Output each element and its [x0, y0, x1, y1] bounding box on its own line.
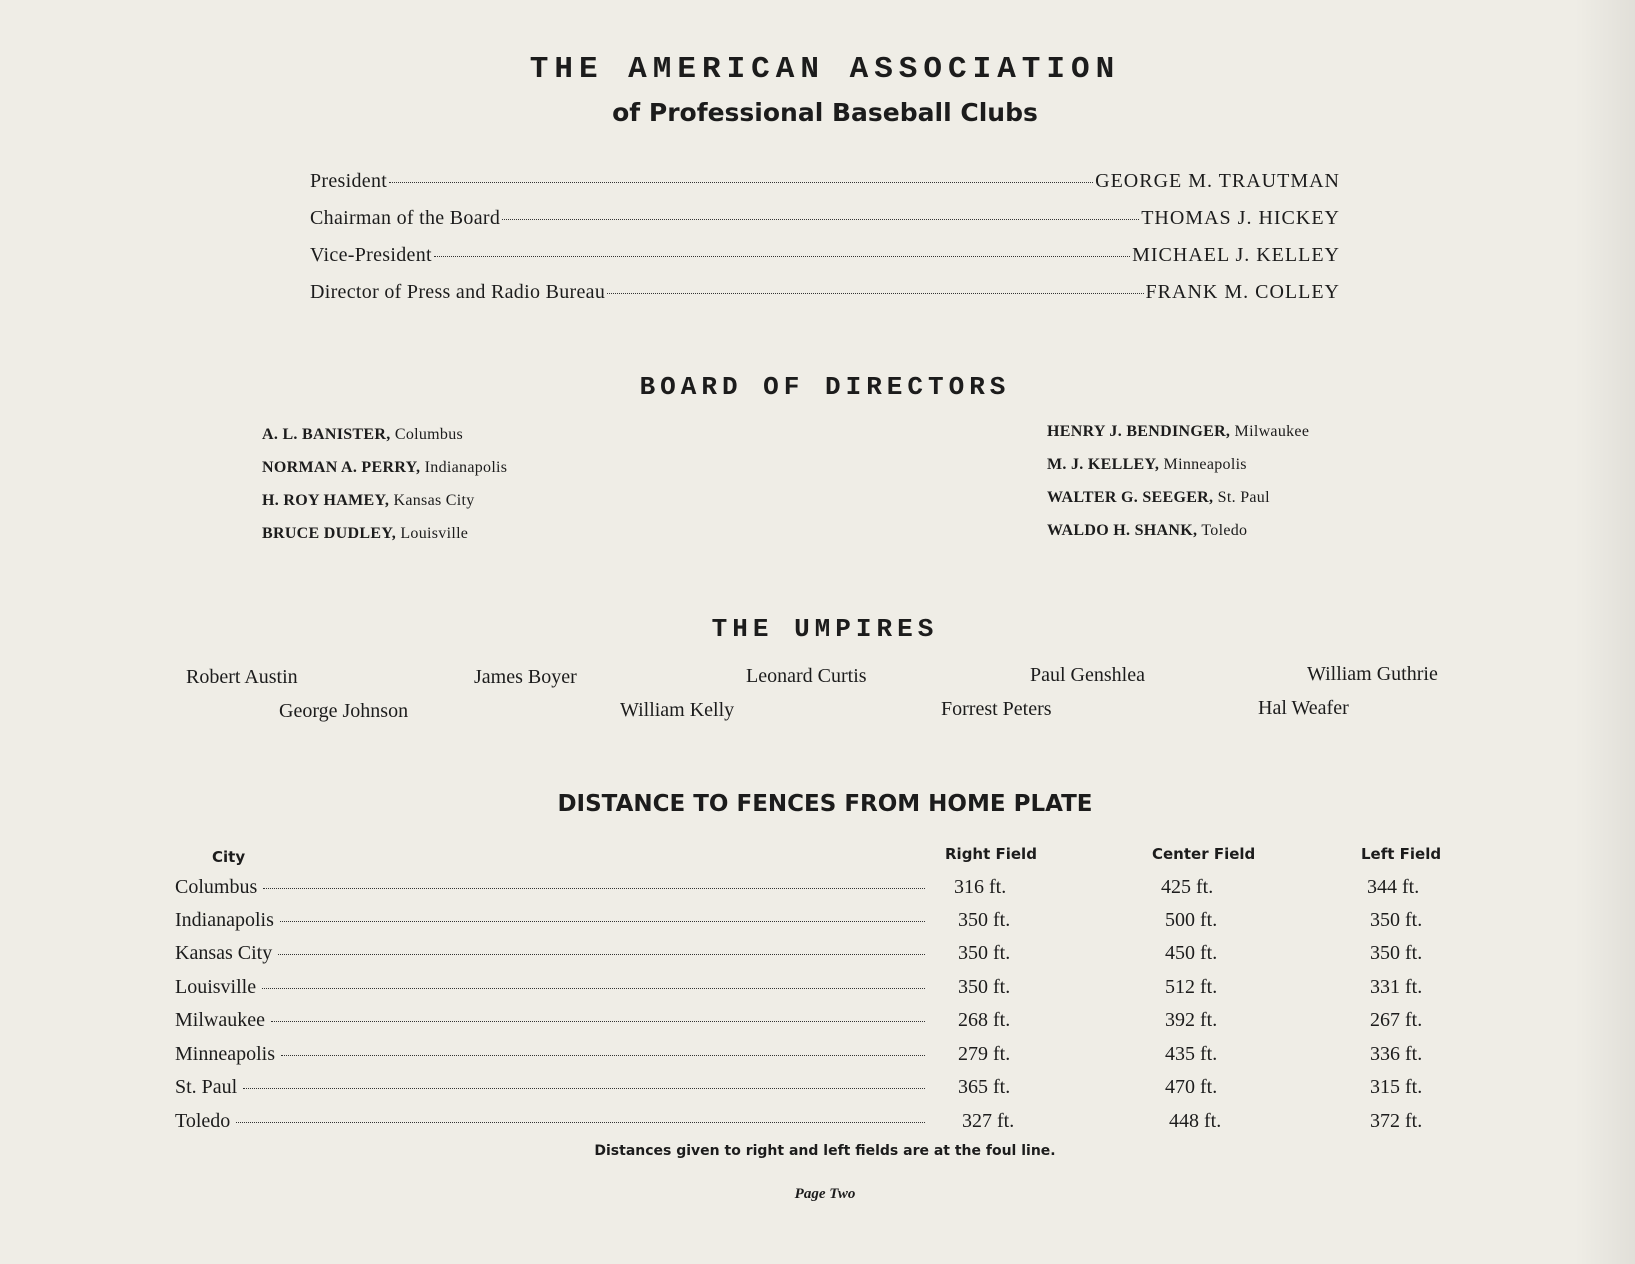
column-header-left-field: Left Field [1361, 845, 1442, 863]
director-name: NORMAN A. PERRY, [262, 459, 421, 476]
city-name: Kansas City [175, 942, 273, 964]
officer-name: MICHAEL J. KELLEY [1132, 244, 1340, 266]
director-entry [1047, 456, 1247, 474]
umpires-heading: THE UMPIRES [711, 614, 939, 644]
director-entry [262, 492, 475, 510]
dot-leader [434, 256, 1130, 257]
director-name: HENRY J. BENDINGER, [1047, 423, 1231, 440]
left-field-value: 344 ft. [1367, 876, 1420, 898]
left-field-value: 372 ft. [1370, 1110, 1423, 1132]
column-header-right-field: Right Field [945, 845, 1037, 863]
center-field-value: 512 ft. [1165, 976, 1218, 998]
city-cell [175, 1076, 925, 1099]
right-field-value: 350 ft. [958, 976, 1011, 998]
director-city: Minneapolis [1163, 456, 1247, 473]
city-cell [175, 942, 925, 965]
center-field-value: 470 ft. [1165, 1076, 1218, 1098]
umpire-name: Forrest Peters [941, 698, 1052, 720]
distance-row [175, 909, 1455, 935]
center-field-value: 392 ft. [1165, 1009, 1218, 1031]
officer-name: GEORGE M. TRAUTMAN [1095, 170, 1340, 192]
officer-row [310, 170, 1340, 193]
center-field-value: 448 ft. [1169, 1110, 1222, 1132]
director-entry [262, 426, 463, 444]
board-heading: BOARD OF DIRECTORS [639, 372, 1011, 402]
distance-row [175, 942, 1455, 968]
city-cell [175, 909, 925, 932]
city-name: Toledo [175, 1110, 231, 1132]
umpire-name: Paul Genshlea [1030, 664, 1145, 686]
city-name: Indianapolis [175, 909, 274, 931]
left-field-value: 336 ft. [1370, 1043, 1423, 1065]
city-cell [175, 876, 925, 899]
distances-heading: DISTANCE TO FENCES FROM HOME PLATE [557, 791, 1093, 817]
officer-role: President [310, 170, 388, 192]
page-number: Page Two [794, 1186, 856, 1202]
director-city: Indianapolis [424, 459, 508, 476]
officer-name: FRANK M. COLLEY [1145, 281, 1340, 303]
umpire-name: William Kelly [620, 699, 735, 721]
city-cell [175, 1110, 925, 1133]
right-field-value: 350 ft. [958, 942, 1011, 964]
director-city: Columbus [394, 426, 464, 443]
dot-leader [281, 1055, 925, 1056]
umpire-name: George Johnson [279, 700, 409, 722]
director-city: St. Paul [1217, 489, 1270, 506]
right-field-value: 350 ft. [958, 909, 1011, 931]
director-entry [1047, 423, 1309, 441]
umpire-name: Leonard Curtis [746, 665, 867, 687]
director-city: Toledo [1201, 522, 1248, 539]
footnote: Distances given to right and left fields are at the foul line. [594, 1143, 1056, 1159]
dot-leader [278, 954, 925, 955]
director-entry [262, 459, 507, 477]
right-field-value: 365 ft. [958, 1076, 1011, 1098]
dot-leader [607, 293, 1143, 294]
director-city: Kansas City [393, 492, 475, 509]
right-field-value: 268 ft. [958, 1009, 1011, 1031]
dot-leader [243, 1088, 925, 1089]
director-name: BRUCE DUDLEY, [262, 525, 397, 542]
distance-row [175, 1076, 1455, 1102]
distance-row [175, 876, 1455, 902]
officer-role: Director of Press and Radio Bureau [310, 281, 606, 303]
right-field-value: 327 ft. [962, 1110, 1015, 1132]
left-field-value: 331 ft. [1370, 976, 1423, 998]
umpire-name: Robert Austin [186, 666, 298, 688]
director-name: M. J. KELLEY, [1047, 456, 1160, 473]
distance-row [175, 1009, 1455, 1035]
city-cell [175, 976, 925, 999]
right-field-value: 279 ft. [958, 1043, 1011, 1065]
umpire-name: William Guthrie [1307, 663, 1438, 685]
left-field-value: 350 ft. [1370, 942, 1423, 964]
distance-row [175, 976, 1455, 1002]
city-name: Milwaukee [175, 1009, 265, 1031]
city-cell [175, 1009, 925, 1032]
officer-role: Chairman of the Board [310, 207, 501, 229]
director-city: Milwaukee [1234, 423, 1310, 440]
officer-name: THOMAS J. HICKEY [1141, 207, 1340, 229]
officer-row [310, 207, 1340, 230]
city-name: Minneapolis [175, 1043, 275, 1065]
director-name: A. L. BANISTER, [262, 426, 391, 443]
director-entry [1047, 522, 1247, 540]
officer-row [310, 281, 1340, 304]
dot-leader [263, 888, 925, 889]
center-field-value: 450 ft. [1165, 942, 1218, 964]
left-field-value: 315 ft. [1370, 1076, 1423, 1098]
column-header-city: City [212, 848, 246, 866]
right-field-value: 316 ft. [954, 876, 1007, 898]
officer-row [310, 244, 1340, 267]
dot-leader [271, 1021, 925, 1022]
dot-leader [262, 988, 925, 989]
dot-leader [389, 182, 1093, 183]
city-name: Columbus [175, 876, 258, 898]
director-name: WALTER G. SEEGER, [1047, 489, 1214, 506]
dot-leader [236, 1122, 925, 1123]
director-city: Louisville [400, 525, 469, 542]
umpire-name: Hal Weafer [1258, 697, 1349, 719]
page-title: THE AMERICAN ASSOCIATION [529, 52, 1121, 87]
director-name: H. ROY HAMEY, [262, 492, 390, 509]
city-name: St. Paul [175, 1076, 238, 1098]
director-entry [1047, 489, 1270, 507]
column-header-center-field: Center Field [1152, 845, 1256, 863]
officer-role: Vice-President [310, 244, 432, 266]
left-field-value: 350 ft. [1370, 909, 1423, 931]
left-field-value: 267 ft. [1370, 1009, 1423, 1031]
city-name: Louisville [175, 976, 257, 998]
page-subtitle: of Professional Baseball Clubs [612, 98, 1038, 127]
distance-row [175, 1043, 1455, 1069]
distance-row [175, 1110, 1455, 1136]
center-field-value: 500 ft. [1165, 909, 1218, 931]
director-entry [262, 525, 468, 543]
center-field-value: 435 ft. [1165, 1043, 1218, 1065]
city-cell [175, 1043, 925, 1066]
dot-leader [280, 921, 925, 922]
center-field-value: 425 ft. [1161, 876, 1214, 898]
umpire-name: James Boyer [474, 666, 577, 688]
dot-leader [502, 219, 1139, 220]
director-name: WALDO H. SHANK, [1047, 522, 1198, 539]
